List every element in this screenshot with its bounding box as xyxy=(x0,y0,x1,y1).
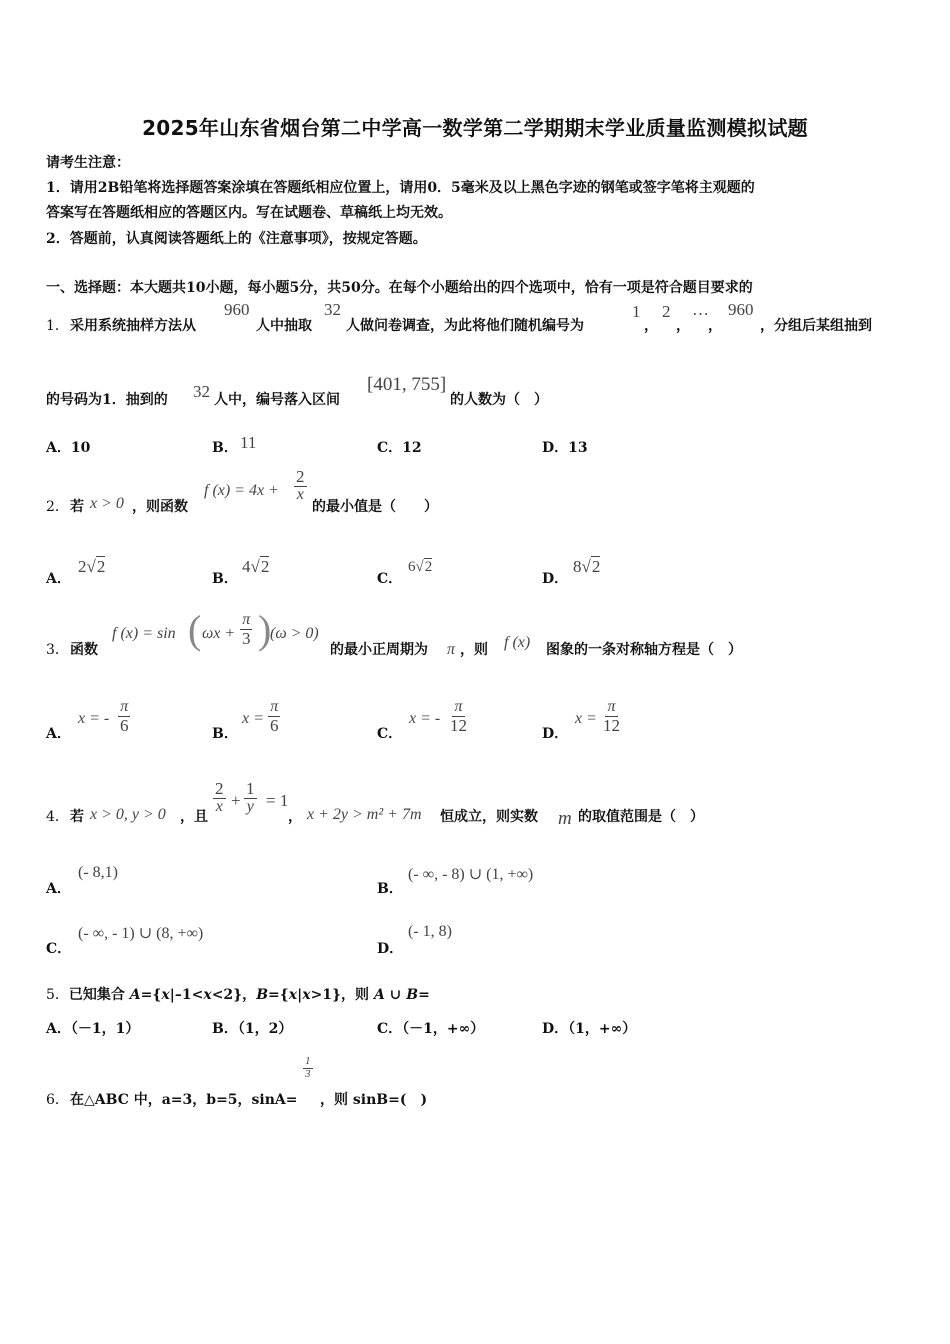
q1-text-5: 的号码为1．抽到的 xyxy=(46,392,168,408)
q4-text-4: 恒成立，则实数 xyxy=(440,809,538,825)
q2-option-a: 2√2 xyxy=(78,557,106,576)
q4-option-a-label: A． xyxy=(46,881,71,897)
q3-option-d-x: x = xyxy=(575,710,597,727)
q5-option-b: B．（1，2） xyxy=(212,1021,293,1037)
q6-text: 在△ABC 中，a=3，b=5，sinA= xyxy=(70,1092,298,1108)
q3-option-c-label: C． xyxy=(377,726,403,742)
q3-option-b-label: B． xyxy=(212,726,238,742)
q4-option-c-label: C． xyxy=(46,941,72,957)
q4-text-3: ， xyxy=(288,809,302,825)
q4-number: 4． xyxy=(46,809,69,825)
q3-option-c-x: x = - xyxy=(409,710,441,727)
q4-text-5: 的取值范围是（ ） xyxy=(578,809,704,825)
q4-equals: = 1 xyxy=(266,791,289,810)
q6-number: 6． xyxy=(46,1092,69,1108)
q2-option-c-label: C． xyxy=(377,571,403,587)
q2-option-d: 8√2 xyxy=(573,557,601,576)
q5-line: 5．已知集合 A={x|–1<x<2}，B={x|x>1}，则 A ∪ B= xyxy=(46,987,430,1003)
q4-text-2: ，且 xyxy=(180,809,208,825)
q2-option-b-label: B． xyxy=(212,571,238,587)
q6-fraction: $\frac{1}{3}$ xyxy=(305,1055,311,1080)
q5-option-c: C．（－1，+∞） xyxy=(377,1021,485,1037)
q3-option-a-label: A． xyxy=(46,726,71,742)
q3-frac-den: 3 xyxy=(242,628,251,648)
q6-tail: ，则 sinB=( ) xyxy=(320,1092,428,1108)
q4-option-b: (- ∞, - 8) ∪ (1, +∞) xyxy=(408,866,534,883)
q4-m: m xyxy=(558,808,572,829)
q4-condition: x > 0, y > 0 xyxy=(90,806,166,823)
q4-inequality: x + 2y > m² + 7m xyxy=(307,806,422,823)
q3-option-d-frac: $\frac{\pi}{12}$ xyxy=(603,698,620,735)
q1-text-4: ，分组后某组抽到 xyxy=(760,318,872,334)
q3-argument: ωx + xyxy=(202,625,236,642)
q1-dots: … xyxy=(692,300,709,319)
notice-line-1b: 答案写在答题纸相应的答题区内。写在试题卷、草稿纸上均无效。 xyxy=(46,205,452,221)
q1-text-3: 人做问卷调查，为此将他们随机编号为 xyxy=(346,318,584,334)
q1-960: 960 xyxy=(224,300,250,319)
q1-seq-2: 2 xyxy=(662,302,671,321)
q2-text-3: 的最小值是（ ） xyxy=(312,499,438,515)
q1-32: 32 xyxy=(324,300,341,319)
q2-number: 2． xyxy=(46,499,69,515)
q1-option-d: D．13 xyxy=(542,440,588,456)
q1-option-b-value: 11 xyxy=(240,433,257,452)
q3-option-b-x: x = xyxy=(242,710,264,727)
q1-text-7: 的人数为（ ） xyxy=(450,392,548,408)
q1-text-1: 采用系统抽样方法从 xyxy=(70,318,196,334)
q1-text-6: 人中，编号落入区间 xyxy=(214,392,340,408)
q2-condition: x > 0 xyxy=(90,495,124,512)
q1-option-b-label: B． xyxy=(212,440,238,456)
q5-option-d: D．（1，+∞） xyxy=(542,1021,637,1037)
q1-option-a: A．10 xyxy=(46,440,91,456)
q1-number: 1． xyxy=(46,318,69,334)
q3-text-1: 函数 xyxy=(70,642,98,658)
q1-seq-960: 960 xyxy=(728,300,754,319)
q2-frac-den: x xyxy=(296,485,304,503)
q4-frac-1: $\frac{2}{x}$ xyxy=(215,779,224,815)
q4-text-1: 若 xyxy=(70,809,84,825)
q3-text-3: ，则 xyxy=(460,642,488,658)
q1-option-c: C．12 xyxy=(377,440,422,456)
q3-function: f (x) = sin xyxy=(112,625,176,642)
q4-option-a: (- 8,1) xyxy=(78,864,118,881)
q3-option-a-frac: $\frac{\pi}{6}$ xyxy=(120,698,129,735)
q4-option-d-label: D． xyxy=(377,941,404,957)
q3-fraction xyxy=(240,612,253,648)
q2-option-b: 4√2 xyxy=(242,557,270,576)
q4-plus: + xyxy=(231,791,241,810)
notice-line-2: 2．答题前，认真阅读答题纸上的《注意事项》，按规定答题。 xyxy=(46,231,427,247)
section-heading: 一、选择题：本大题共10小题，每小题5分，共50分。在每个小题给出的四个选项中，恰有一项是符合题目要求的 xyxy=(46,280,753,296)
q3-frac-num: π xyxy=(242,611,251,628)
notice-line-1: 1．请用2B铅笔将选择题答案涂填在答题纸相应位置上，请用0．5毫米及以上黑色字迹的钢笔或签字笔将主观题的 xyxy=(46,180,755,196)
q4-option-d: (- 1, 8) xyxy=(408,923,452,940)
q3-function-2: f (x) xyxy=(504,634,531,651)
q4-option-c: (- ∞, - 1) ∪ (8, +∞) xyxy=(78,925,204,942)
q2-option-a-label: A． xyxy=(46,571,71,587)
q1-interval: [401, 755] xyxy=(367,374,447,395)
q4-frac-2: $\frac{1}{y}$ xyxy=(246,779,255,815)
q3-condition: (ω > 0) xyxy=(270,625,319,642)
q3-option-d-label: D． xyxy=(542,726,569,742)
q3-option-b-frac: $\frac{\pi}{6}$ xyxy=(270,698,279,735)
q2-option-d-label: D． xyxy=(542,571,569,587)
q1-text-2: 人中抽取 xyxy=(256,318,312,334)
q2-fraction xyxy=(294,468,307,504)
q2-text-1: 若 xyxy=(70,499,84,515)
q3-pi: π xyxy=(447,641,456,658)
q2-function: f (x) = 4x + xyxy=(204,482,279,499)
q3-number: 3． xyxy=(46,642,69,658)
q3-option-a-x: x = - xyxy=(78,710,110,727)
q1-seq-1: 1 xyxy=(632,302,641,321)
q2-text-2: ，则函数 xyxy=(132,499,188,515)
q2-option-c: 6√2 xyxy=(408,559,433,575)
q4-option-b-label: B． xyxy=(377,881,403,897)
page-title: 2025年山东省烟台第二中学高一数学第二学期期末学业质量监测模拟试题 xyxy=(142,116,808,140)
q1-32b: 32 xyxy=(193,382,210,401)
q2-frac-num: 2 xyxy=(296,467,305,486)
notice-heading: 请考生注意： xyxy=(46,155,130,171)
q3-text-4: 图象的一条对称轴方程是（ ） xyxy=(546,642,742,658)
q5-option-a: A．（－1，1） xyxy=(46,1021,140,1037)
q3-option-c-frac: $\frac{\pi}{12}$ xyxy=(450,698,467,735)
q3-text-2: 的最小正周期为 xyxy=(330,642,428,658)
